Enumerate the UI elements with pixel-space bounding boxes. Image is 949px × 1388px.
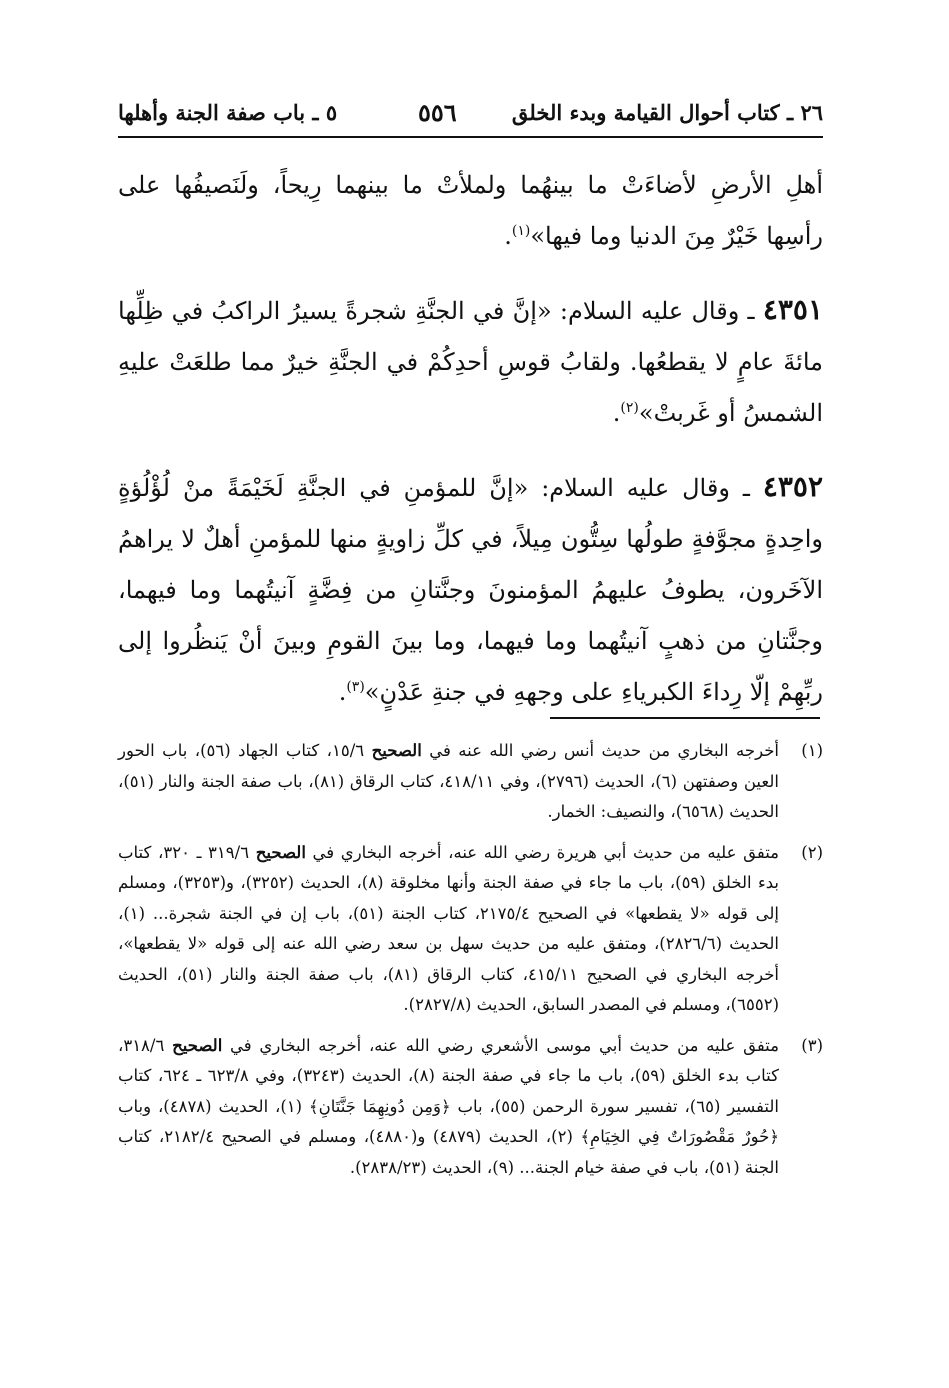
- footnote-text: ٣١٨/٦، كتاب بدء الخلق (٥٩)، باب ما جاء في صفة الجنة (٨)، الحديث (٣٢٤٣)، وفي ٦٢٣/٨ ـ ٦٢٤، كتاب التفسير (٦٥)، تفسير سورة الرحمن (٥٥)، باب ﴿وَمِن دُونِهِمَا جَنَّتَانِ﴾ (١)، الحديث (٤٨٧٨)، وباب ﴿حُورٌ مَقْصُورَاتٌ فِي الخِيَامِ﴾ (٢)، الحديث (٤٨٧٩) و(٤٨٨٠)، ومسلم في الصحيح ٢١٨٢/٤، كتاب الجنة (٥١)، باب في صفة خيام الجنة... (٩)، الحديث (٢٨٣٨/٢٣).: [118, 1035, 779, 1177]
- paragraph-end: .: [338, 678, 347, 706]
- paragraph-text: أهلِ الأرضِ لأضاءَتْ ما بينهُما ولملأتْ ما بينهما رِيحاً، ولَنَصيفُها على رأسِها خَيْرٌ مِنَ الدنيا وما فيها»: [118, 171, 823, 250]
- footnote-marker: (٢): [801, 842, 823, 862]
- paragraph-continuation: [118, 160, 823, 262]
- hadith-text: ـ وقال عليه السلام: «إنَّ في الجنَّةِ شجرةً يسيرُ الراكبُ في ظِلِّها مائةَ عامٍ لا يقطعُها. ولقابُ قوسِ أحدِكُمْ في الجنَّةِ خيرٌ مما طلعَتْ عليهِ الشمسُ أو غَربتْ»: [118, 297, 823, 427]
- footnote-bold: الصحيح: [255, 842, 306, 862]
- footnote-divider: [550, 717, 820, 719]
- footnote-bold: الصحيح: [371, 741, 422, 760]
- footnote-text: متفق عليه من حديث أبي هريرة رضي الله عنه، أخرجه البخاري في: [305, 842, 780, 862]
- footnote-text: ٣١٩/٦ ـ ٣٢٠، كتاب بدء الخلق (٥٩)، باب ما جاء في صفة الجنة وأنها مخلوقة (٨)، الحديث (٣٢٥٢)، و(٣٢٥٣)، ومسلم إلى قوله «لا يقطعها» في الصحيح ٢١٧٥/٤، كتاب الجنة (٥١)، باب إن في الجنة شجرة... (١)، الحديث (٢٨٢٦/٦)، ومتفق عليه من حديث سهل بن سعد رضي الله عنه إلى قوله «لا يقطعها»، أخرجه البخاري في الصحيح ٤١٥/١١، كتاب الرقاق (٨١)، باب صفة الجنة والنار (٥١)، الحديث (٦٥٥٢)، ومسلم في المصدر السابق، الحديث (٢٨٢٧/٨).: [118, 842, 779, 1014]
- hadith-number: ٤٣٥٢: [762, 470, 823, 503]
- footnote-ref: (١): [511, 223, 531, 239]
- hadith-text: ـ وقال عليه السلام: «إنَّ للمؤمنِ في الجنَّةِ لَخَيْمَةً منْ لُؤْلُؤةٍ واحِدةٍ مجوَّفةٍ طولُها سِتُّون مِيلاً، في كلِّ زاويةٍ منها للمؤمنِ أهلٌ لا يراهمُ الآخَرون، يطوفُ عليهمُ المؤمنونَ وجنَّتانِ من فِضَّةٍ آنيتُهما وما فيهما، وجنَّتانِ من ذهبٍ آنيتُهما وما فيهما، وما بينَ القومِ وبينَ أنْ يَنظُروا إلى ربِّهِمْ إلّا رِداءَ الكبرياءِ على وجههِ في جنةِ عَدْنٍ»: [118, 474, 823, 706]
- hadith-4352: [118, 461, 823, 718]
- footnote: [118, 736, 823, 828]
- footnote-marker: (٣): [801, 1035, 823, 1055]
- footnote-ref: (٣): [346, 679, 365, 695]
- footnote: [118, 1031, 823, 1184]
- page-number: ٥٥٦: [418, 98, 457, 127]
- footnote-text: متفق عليه من حديث أبي موسى الأشعري رضي الله عنه، أخرجه البخاري في: [222, 1035, 780, 1055]
- footnote-ref: (٢): [620, 400, 639, 416]
- section-title: ٥ ـ باب صفة الجنة وأهلها: [118, 100, 338, 125]
- running-header: [118, 96, 823, 138]
- footnotes: [118, 736, 823, 1193]
- footnote-marker: (١): [801, 741, 823, 760]
- main-text: [118, 160, 823, 740]
- chapter-title: ٢٦ ـ كتاب أحوال القيامة وبدء الخلق: [511, 100, 823, 125]
- footnote-bold: الصحيح: [172, 1035, 223, 1055]
- paragraph-end: .: [504, 222, 512, 250]
- footnote-text: ١٥/٦، كتاب الجهاد (٥٦)، باب الحور العين وصفتهن (٦)، الحديث (٢٧٩٦)، وفي ٤١٨/١١، كتاب الرقاق (٨١)، باب صفة الجنة والنار (٥١)، الحديث (٦٥٦٨)، والنصيف: الخمار.: [118, 741, 779, 821]
- hadith-4351: [118, 284, 823, 439]
- hadith-number: ٤٣٥١: [762, 293, 823, 326]
- footnote-text: أخرجه البخاري من حديث أنس رضي الله عنه في: [421, 741, 779, 760]
- paragraph-end: .: [612, 399, 621, 427]
- footnote: [118, 838, 823, 1021]
